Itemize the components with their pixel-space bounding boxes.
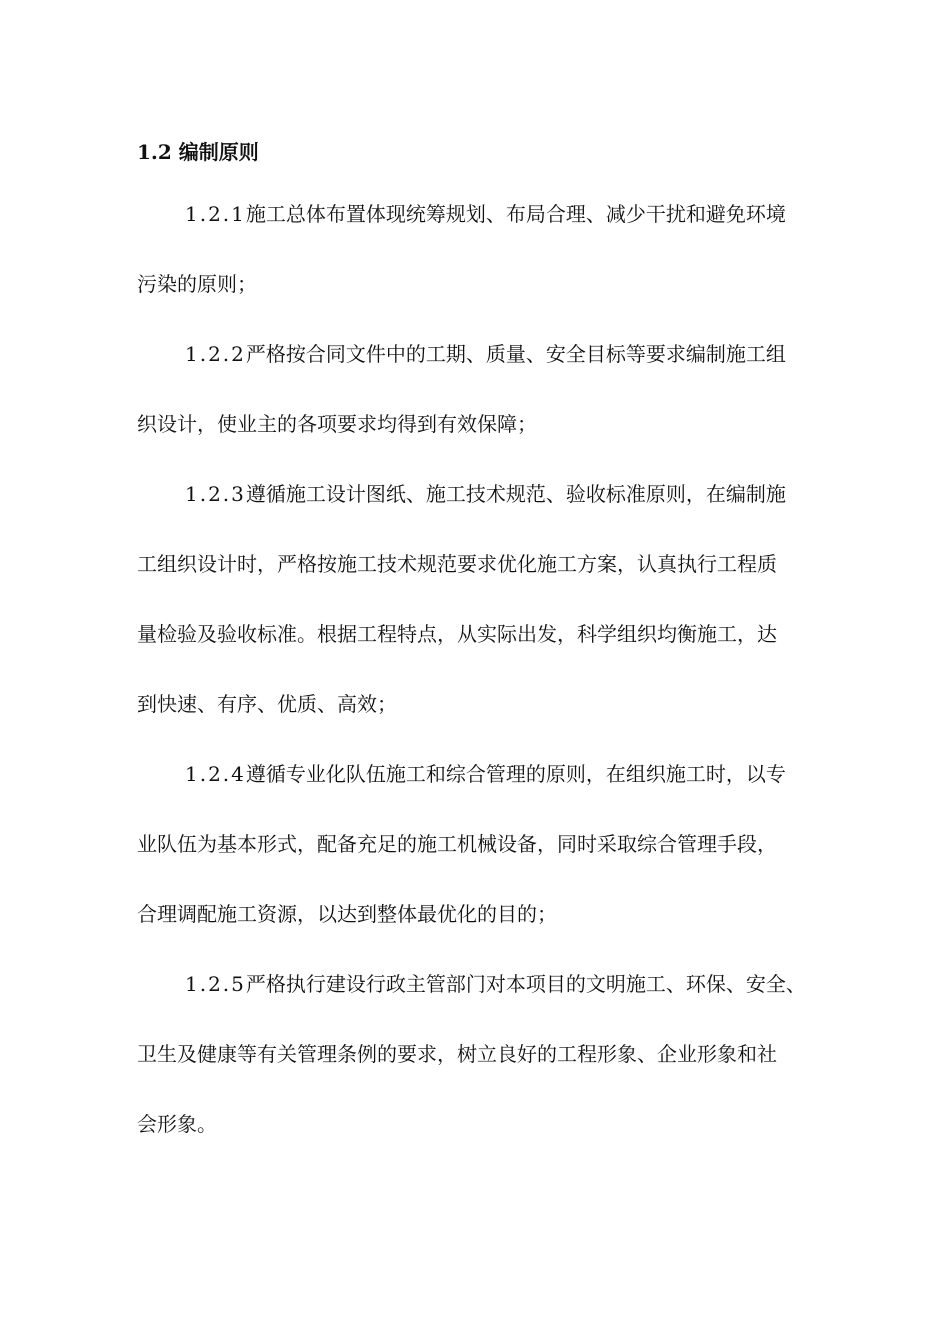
paragraph-1-2-1	[137, 197, 867, 302]
paragraph-1-2-5	[137, 967, 867, 1142]
section-body	[137, 197, 867, 1177]
paragraph-line: 遵循专业化队伍施工和综合管理的原则，在组织施工时，以专	[245, 762, 786, 786]
paragraph-number: 1.2.2	[185, 342, 246, 366]
paragraph-line: 到快速、有序、优质、高效；	[137, 692, 397, 716]
section-heading: 1.2 编制原则	[137, 140, 259, 164]
paragraph-line: 合理调配施工资源，以达到整体最优化的目的；	[137, 902, 557, 926]
paragraph-line: 量检验及验收标准。根据工程特点，从实际出发，科学组织均衡施工，达	[137, 622, 777, 646]
paragraph-line: 业队伍为基本形式，配备充足的施工机械设备，同时采取综合管理手段，	[137, 832, 777, 856]
paragraph-line: 遵循施工设计图纸、施工技术规范、验收标准原则，在编制施	[245, 482, 786, 506]
paragraph-number: 1.2.5	[185, 972, 246, 996]
paragraph-number: 1.2.4	[185, 762, 246, 786]
paragraph-line: 施工总体布置体现统筹规划、布局合理、减少干扰和避免环境	[245, 202, 786, 226]
paragraph-number: 1.2.3	[185, 482, 246, 506]
paragraph-line: 织设计，使业主的各项要求均得到有效保障；	[137, 412, 537, 436]
paragraph-1-2-3	[137, 477, 867, 722]
paragraph-line: 卫生及健康等有关管理条例的要求，树立良好的工程形象、企业形象和社	[137, 1042, 777, 1066]
paragraph-1-2-2	[137, 337, 867, 442]
paragraph-line: 工组织设计时，严格按施工技术规范要求优化施工方案，认真执行工程质	[137, 552, 777, 576]
paragraph-number: 1.2.1	[185, 202, 246, 226]
paragraph-line: 会形象。	[137, 1112, 217, 1136]
paragraph-line: 严格执行建设行政主管部门对本项目的文明施工、环保、安全、	[245, 972, 806, 996]
paragraph-line: 严格按合同文件中的工期、质量、安全目标等要求编制施工组	[245, 342, 786, 366]
paragraph-1-2-4	[137, 757, 867, 932]
paragraph-line: 污染的原则；	[137, 272, 257, 296]
